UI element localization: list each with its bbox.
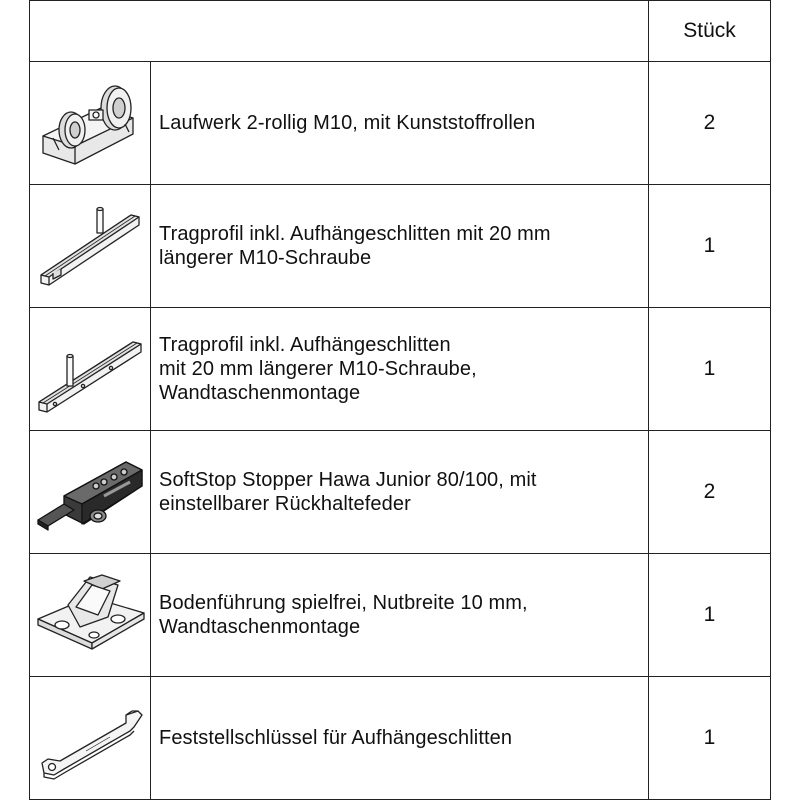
item-image-cell (30, 185, 151, 308)
item-description (151, 431, 649, 554)
table-row (30, 185, 771, 308)
item-description (151, 185, 649, 308)
description-line: Feststellschlüssel für Aufhängeschlitten (159, 727, 513, 749)
description-line: SoftStop Stopper Hawa Junior 80/100, mit (159, 469, 537, 491)
qty-column-header: Stück (649, 1, 771, 62)
item-image-cell (30, 308, 151, 431)
item-quantity: 1 (649, 308, 771, 431)
item-quantity: 2 (649, 431, 771, 554)
support-profile-wall-pocket-icon (35, 324, 145, 414)
item-image-cell (30, 62, 151, 185)
header-empty-cell (30, 1, 649, 62)
table-row (30, 308, 771, 431)
description-line: mit 20 mm längerer M10-Schraube, (159, 358, 477, 380)
item-quantity: 1 (649, 677, 771, 800)
table-row (30, 62, 771, 185)
table-row (30, 554, 771, 677)
table-row (30, 677, 771, 800)
roller-carriage-icon (35, 78, 145, 168)
item-quantity: 1 (649, 554, 771, 677)
item-image-cell (30, 554, 151, 677)
item-description (151, 554, 649, 677)
locking-key-icon (34, 693, 146, 783)
support-profile-icon (35, 201, 145, 291)
description-line: Tragprofil inkl. Aufhängeschlitten mit 20 mm (159, 223, 551, 245)
floor-guide-icon (32, 567, 148, 663)
description-line: Laufwerk 2-rollig M10, mit Kunststoffrollen (159, 112, 536, 134)
description-line: längerer M10-Schraube (159, 247, 372, 269)
item-quantity: 2 (649, 62, 771, 185)
header-row (30, 1, 771, 62)
description-line: Tragprofil inkl. Aufhängeschlitten (159, 334, 451, 356)
item-description (151, 677, 649, 800)
item-quantity: 1 (649, 185, 771, 308)
softstop-stopper-icon (34, 444, 146, 540)
parts-list-table (29, 0, 771, 800)
description-line: Bodenführung spielfrei, Nutbreite 10 mm, (159, 592, 528, 614)
description-line: einstellbarer Rückhaltefeder (159, 493, 411, 515)
item-description (151, 62, 649, 185)
description-line: Wandtaschenmontage (159, 382, 361, 404)
description-line: Wandtaschenmontage (159, 616, 361, 638)
item-description (151, 308, 649, 431)
item-image-cell (30, 431, 151, 554)
item-image-cell (30, 677, 151, 800)
table-row (30, 431, 771, 554)
